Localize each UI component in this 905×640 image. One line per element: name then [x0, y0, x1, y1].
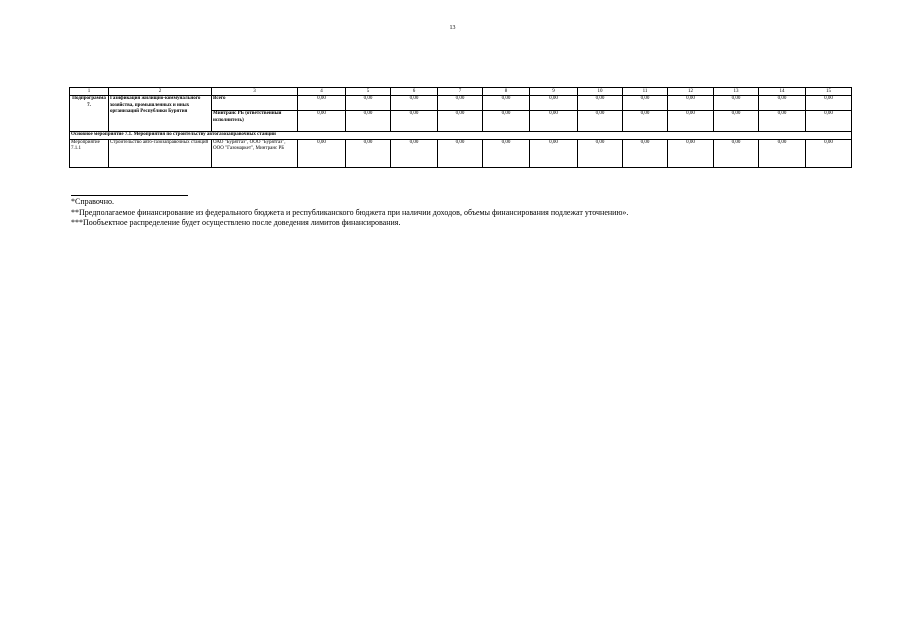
table-cell: 0,00 [530, 111, 578, 132]
table-cell: 0,00 [578, 96, 623, 111]
main-measure-title: Основное мероприятие 7.1. Мероприятия по строительству автогазозаправочных станций [70, 132, 852, 140]
column-number: 10 [578, 88, 623, 96]
budget-table [69, 87, 852, 168]
main-measure-row [70, 132, 852, 140]
column-number: 3 [212, 88, 298, 96]
table-cell: 0,00 [483, 111, 530, 132]
table-cell: 0,00 [346, 111, 391, 132]
table-cell: 0,00 [806, 96, 852, 111]
table-cell: 0,00 [759, 111, 806, 132]
table-cell: 0,00 [714, 96, 759, 111]
table-cell: 0,00 [298, 96, 346, 111]
footnote: *Справочно. [71, 197, 114, 206]
table-cell: 0,00 [668, 96, 714, 111]
column-number-row [70, 88, 852, 96]
table-cell: 0,00 [391, 96, 438, 111]
subprogram-title: Газификация жилищно-коммунального хозяйства, промышленных и иных организаций Республики Бурятия [109, 96, 212, 132]
column-number: 9 [530, 88, 578, 96]
table-cell: 0,00 [806, 111, 852, 132]
table-cell: 0,00 [298, 139, 346, 167]
footnotes [71, 197, 871, 229]
table-cell: 0,00 [578, 139, 623, 167]
table-cell: 0,00 [714, 139, 759, 167]
table-cell: 0,00 [578, 111, 623, 132]
column-number: 12 [668, 88, 714, 96]
table-cell: 0,00 [759, 139, 806, 167]
table-cell: 0,00 [483, 139, 530, 167]
subprogram-total-row [70, 96, 852, 111]
table-cell: 0,00 [438, 111, 483, 132]
table-cell: 0,00 [438, 96, 483, 111]
column-number: 1 [70, 88, 109, 96]
table-cell: 0,00 [391, 111, 438, 132]
table-cell: 0,00 [391, 139, 438, 167]
funding-source: Минтранс РБ (ответственный исполнитель) [212, 111, 298, 132]
table-cell: 0,00 [759, 96, 806, 111]
table-cell: 0,00 [530, 96, 578, 111]
table-cell: 0,00 [438, 139, 483, 167]
column-number: 8 [483, 88, 530, 96]
page-number: 13 [449, 25, 456, 31]
table-cell: 0,00 [806, 139, 852, 167]
funding-source: ОАО "Бурятгаз", ООО "Бурятгаз", ООО "Газомаркет", Минтранс РБ [212, 139, 298, 167]
column-number: 14 [759, 88, 806, 96]
table-cell: 0,00 [623, 111, 668, 132]
column-number: 5 [346, 88, 391, 96]
column-number: 15 [806, 88, 852, 96]
table-cell: 0,00 [668, 139, 714, 167]
table-cell: 0,00 [530, 139, 578, 167]
column-number: 11 [623, 88, 668, 96]
measure-code: Мероприятие 7.1.1 [70, 139, 109, 167]
column-number: 13 [714, 88, 759, 96]
subprogram-code: Подпрограмма 7. [70, 96, 109, 132]
table-cell: 0,00 [298, 111, 346, 132]
table-cell: 0,00 [623, 139, 668, 167]
column-number: 4 [298, 88, 346, 96]
table-cell: 0,00 [483, 96, 530, 111]
table-cell: 0,00 [346, 139, 391, 167]
table-cell: 0,00 [346, 96, 391, 111]
column-number: 2 [109, 88, 212, 96]
column-number: 6 [391, 88, 438, 96]
table-cell: 0,00 [623, 96, 668, 111]
table-cell: 0,00 [668, 111, 714, 132]
table-cell: 0,00 [714, 111, 759, 132]
funding-source: Всего [212, 96, 298, 111]
column-number: 7 [438, 88, 483, 96]
footnote-separator [71, 195, 188, 196]
footnote: ***Пообъектное распределение будет осуществлено после доведения лимитов финансирования. [71, 218, 401, 227]
measure-title: Строительство авто-газозаправочных станций [109, 139, 212, 167]
measure-row [70, 139, 852, 167]
footnote: **Предполагаемое финансирование из федерального бюджета и республиканского бюджета при наличии доходов, объемы финансирования подлежат уточнению». [71, 207, 629, 217]
